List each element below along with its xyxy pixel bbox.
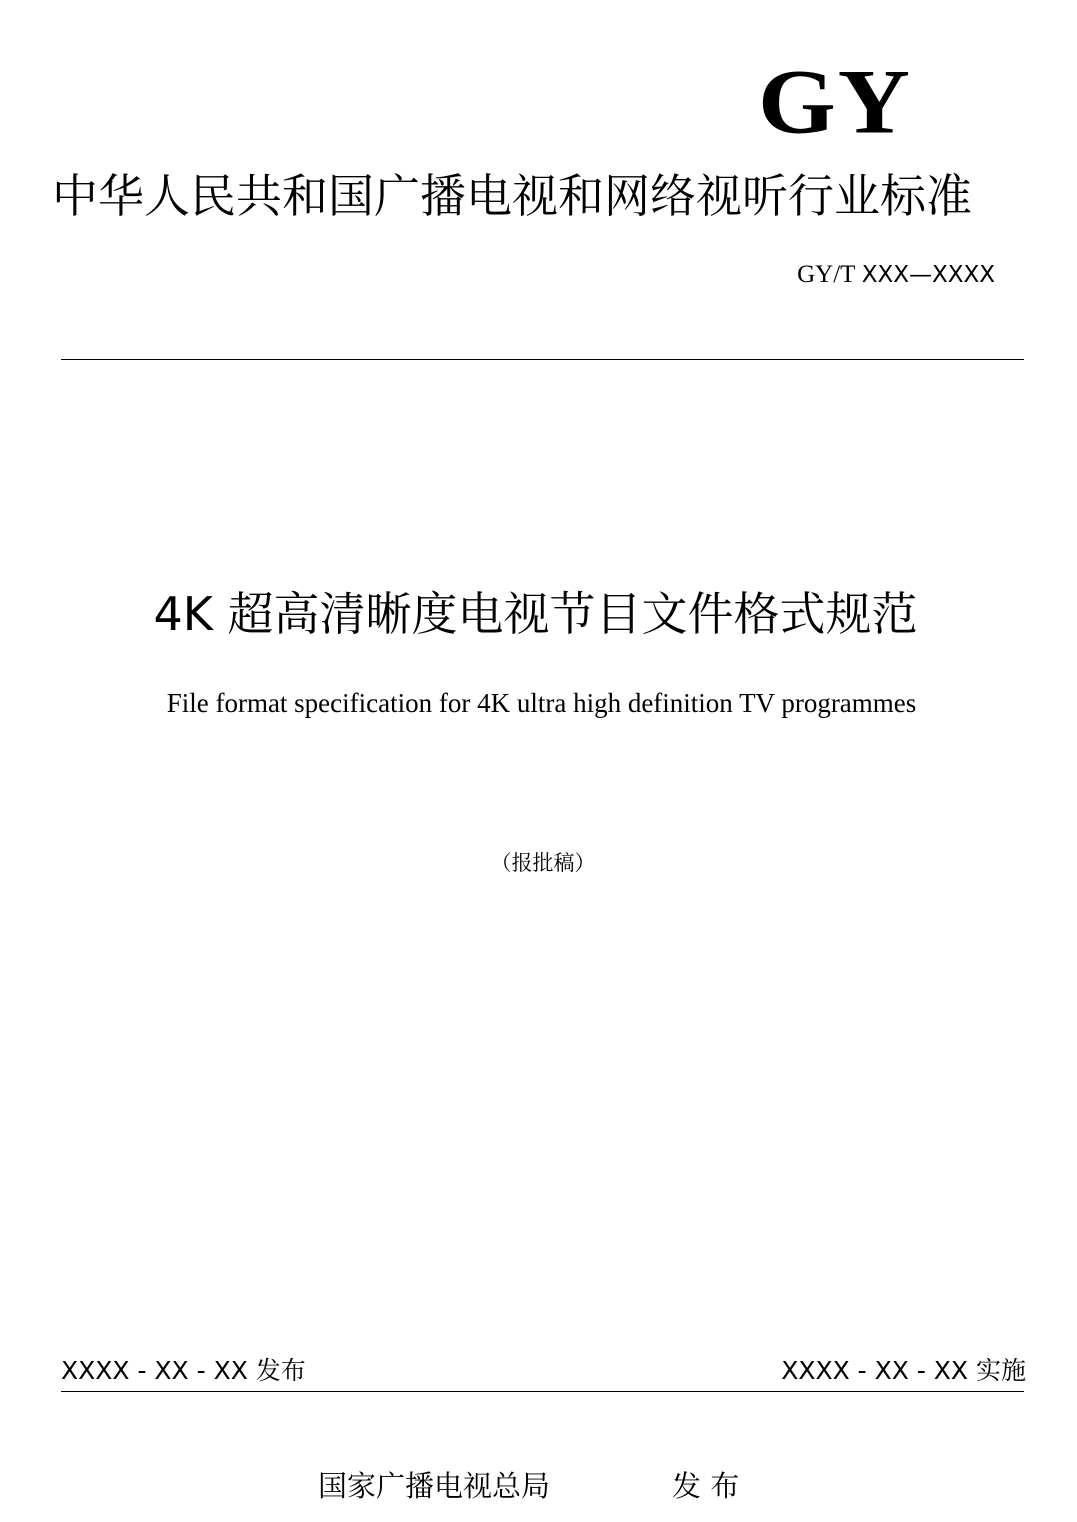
standard-code <box>797 260 995 290</box>
document-title-english: File format specification for 4K ultra high definition TV programmes <box>166 688 917 718</box>
document-title <box>0 582 1077 646</box>
standard-number: XXX—XXXX <box>861 262 995 288</box>
publish-label: 发 布 <box>672 1469 740 1503</box>
publisher-name: 国家广播电视总局 <box>318 1469 551 1503</box>
bottom-divider <box>61 1391 1024 1392</box>
standard-prefix: GY/T <box>797 261 856 288</box>
top-divider <box>61 359 1024 360</box>
implementation-date: XXXX - XX - XX 实施 <box>781 1356 1026 1385</box>
document-title-text: 4K 超高清晰度电视节目文件格式规范 <box>153 587 918 641</box>
issue-date: XXXX - XX - XX 发布 <box>61 1356 306 1385</box>
draft-stage-label: （报批稿） <box>490 851 596 875</box>
industry-standard-title: 中华人民共和国广播电视和网络视听行业标准 <box>52 169 972 223</box>
gy-logo: GY <box>758 50 912 153</box>
